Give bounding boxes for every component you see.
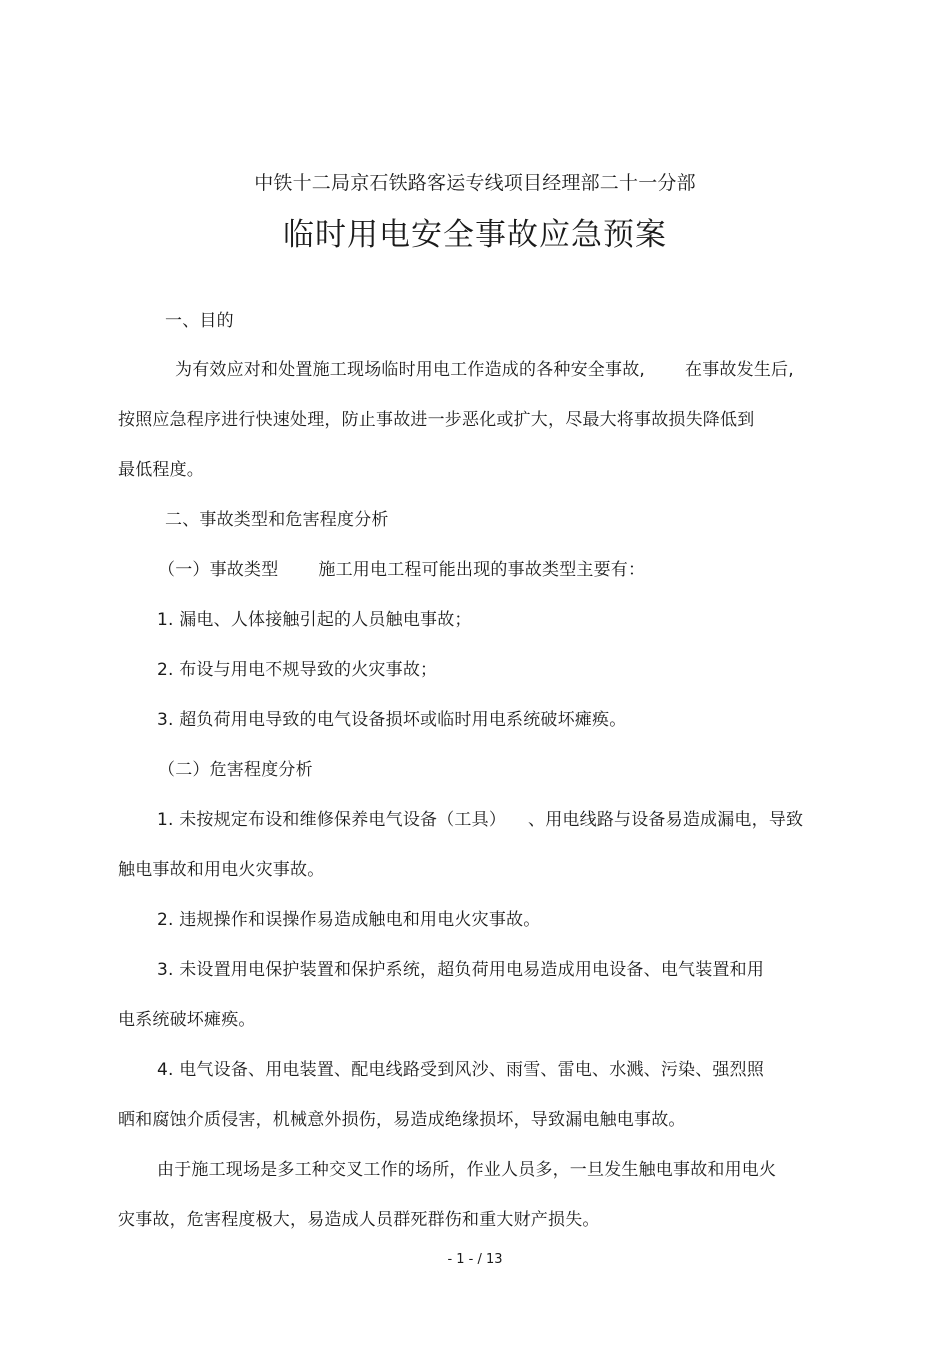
hazard-item-1-line-2: 触电事故和用电火灾事故。: [118, 860, 325, 880]
accident-type-item-3: 3. 超负荷用电导致的电气设备损坏或临时用电系统破坏瘫痪。: [157, 710, 627, 730]
subsection-accident-types: [158, 558, 645, 582]
section-1-heading: 一、目的: [165, 311, 234, 331]
summary-paragraph-line-1: 由于施工现场是多工种交叉工作的场所，作业人员多，一旦发生触电事故和用电火: [157, 1160, 777, 1180]
hazard-item-1-line-1: [157, 808, 803, 832]
subsection-accident-types-label: （一）事故类型: [158, 560, 279, 580]
hazard-item-4-line-2: 晒和腐蚀介质侵害，机械意外损伤，易造成绝缘损坏，导致漏电触电事故。: [118, 1110, 686, 1130]
section-1-paragraph-line-1: [175, 358, 794, 382]
organization-header: 中铁十二局京石铁路客运专线项目经理部二十一分部: [254, 172, 696, 194]
accident-type-item-2: 2. 布设与用电不规导致的火灾事故；: [157, 660, 438, 680]
section-1-paragraph-line-1-part-b: 在事故发生后,: [685, 360, 794, 380]
page-number: - 1 - / 13: [447, 1252, 503, 1267]
section-2-heading: 二、事故类型和危害程度分析: [165, 510, 389, 530]
accident-type-item-1: 1. 漏电、人体接触引起的人员触电事故；: [157, 610, 472, 630]
document-title: 临时用电安全事故应急预案: [283, 217, 667, 253]
section-1-paragraph-line-1-part-a: 为有效应对和处置施工现场临时用电工作造成的各种安全事故,: [175, 360, 646, 380]
hazard-item-3-line-1: 3. 未设置用电保护装置和保护系统，超负荷用电易造成用电设备、电气装置和用: [157, 960, 765, 980]
hazard-item-1-part-b: 、用电线路与设备易造成漏电，导致: [528, 810, 804, 830]
section-1-paragraph-line-3: 最低程度。: [118, 460, 204, 480]
hazard-item-2: 2. 违规操作和误操作易造成触电和用电火灾事故。: [157, 910, 541, 930]
summary-paragraph-line-2: 灾事故，危害程度极大，易造成人员群死群伤和重大财产损失。: [118, 1210, 600, 1230]
subsection-accident-types-text: 施工用电工程可能出现的事故类型主要有：: [318, 560, 646, 580]
subsection-hazard-analysis: （二）危害程度分析: [158, 760, 313, 780]
hazard-item-1-part-a: 1. 未按规定布设和维修保养电气设备（工具）: [157, 810, 507, 830]
section-1-paragraph-line-2: 按照应急程序进行快速处理，防止事故进一步恶化或扩大，尽最大将事故损失降低到: [118, 410, 755, 430]
hazard-item-3-line-2: 电系统破坏瘫痪。: [118, 1010, 256, 1030]
hazard-item-4-line-1: 4. 电气设备、用电装置、配电线路受到风沙、雨雪、雷电、水溅、污染、强烈照: [157, 1060, 765, 1080]
